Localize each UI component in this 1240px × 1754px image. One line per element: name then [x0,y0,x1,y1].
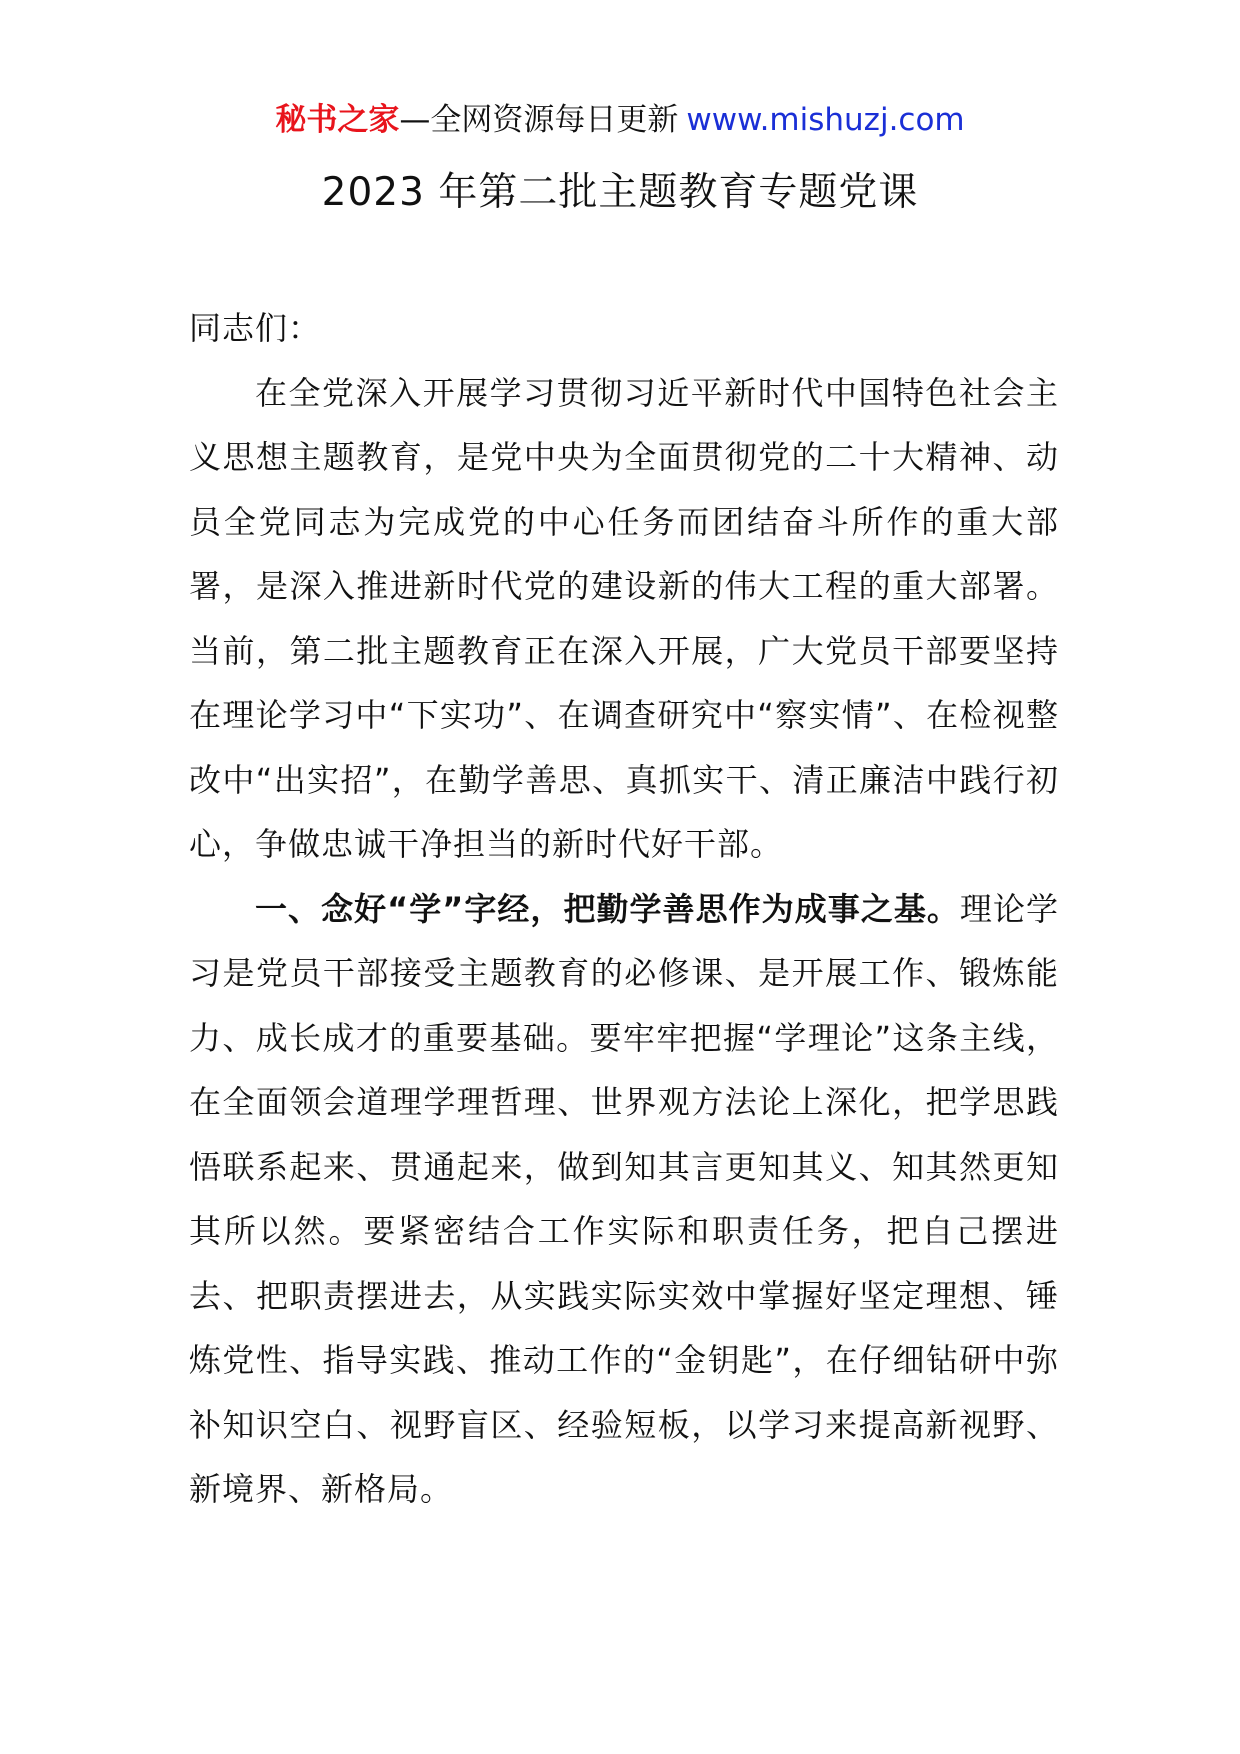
document-body [189,296,1059,1522]
site-header [0,100,1240,140]
intro-paragraph: 在全党深入开展学习贯彻习近平新时代中国特色社会主义思想主题教育，是党中央为全面贯彻党的二十大精神、动员全党同志为完成党的中心任务而团结奋斗所作的重大部署，是深入推进新时代党的建设新的伟大工程的重大部署。当前，第二批主题教育正在深入开展，广大党员干部要坚持在理论学习中“下实功”、在调查研究中“察实情”、在检视整改中“出实招”，在勤学善思、真抓实干、清正廉洁中践行初心，争做忠诚干净担当的新时代好干部。 [189,373,1059,863]
section-one-paragraph [189,877,1059,1522]
site-tagline: —全网资源每日更新 [399,102,679,138]
salutation: 同志们： [189,309,322,347]
site-url-link[interactable]: www.mishuzj.com [686,102,965,138]
section-one-heading: 一、念好“学”字经，把勤学善思作为成事之基。 [255,889,960,928]
section-one-body: 理论学习是党员干部接受主题教育的必修课、是开展工作、锻炼能力、成长成才的重要基础。要牢牢把握“学理论”这条主线，在全面领会道理学理哲理、世界观方法论上深化，把学思践悟联系起来、贯通起来，做到知其言更知其义、知其然更知其所以然。要紧密结合工作实际和职责任务，把自己摆进去、把职责摆进去，从实践实际实效中掌握好坚定理想、锤炼党性、指导实践、推动工作的“金钥匙”，在仔细钻研中弥补知识空白、视野盲区、经验短板，以学习来提高新视野、新境界、新格局。 [189,889,1059,1508]
site-brand: 秘书之家 [275,102,400,138]
document-title: 2023 年第二批主题教育专题党课 [321,170,919,215]
